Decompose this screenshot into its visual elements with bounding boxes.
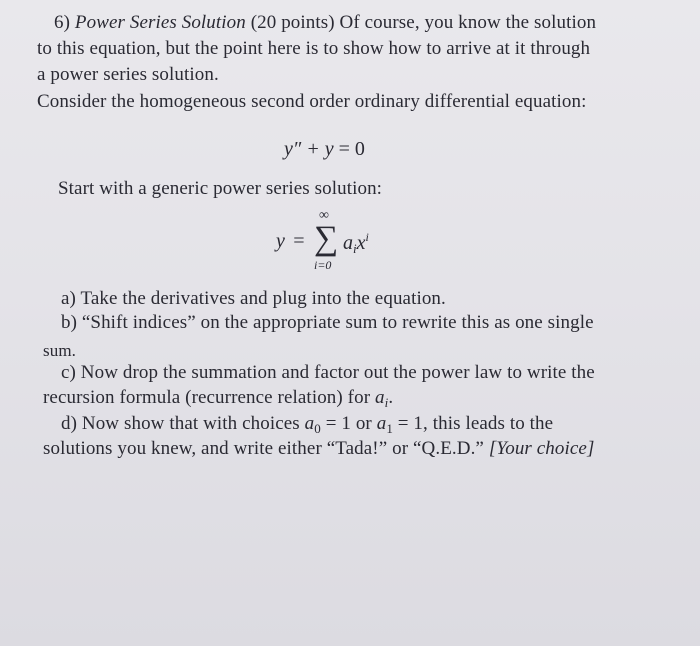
summation-symbol: ∑ (314, 220, 339, 257)
problem-text-line-2: to this equation, but the point here is to show how to arrive at it through (37, 38, 591, 59)
problem-intro-rest: (20 points) Of course, you know the solution (250, 12, 597, 33)
differential-equation (284, 138, 365, 161)
recursion-subscript: i (384, 395, 389, 410)
part-d-rest: = 1, this leads to the (392, 413, 554, 434)
series-term (343, 230, 369, 257)
a1-variable: a (376, 413, 387, 434)
part-d-line-2 (43, 438, 594, 460)
a0-variable: a (304, 413, 315, 434)
problem-heading (54, 12, 596, 34)
equation-rhs: 0 (354, 138, 365, 160)
variable-x: x (356, 232, 366, 254)
part-c-line-1: c) Now drop the summation and factor out the power law to write the (61, 362, 595, 383)
equation-lhs: y″ + y (284, 138, 334, 160)
part-b-line-2: sum. (43, 341, 76, 360)
problem-text-line-4: Consider the homogeneous second order ordinary differential equation: (37, 91, 587, 112)
problem-title: Power Series Solution (74, 12, 246, 33)
part-d-line-1 (61, 413, 553, 440)
part-c-line-2 (43, 387, 393, 414)
coefficient-a: a (343, 232, 353, 254)
part-a: a) Take the derivatives and plug into the equation. (61, 288, 446, 309)
power-series-equation (270, 208, 410, 276)
part-d-closing-text: solutions you knew, and write either “Tada!” or “Q.E.D.” (43, 438, 489, 459)
series-lhs: y (276, 230, 285, 252)
a1-subscript: 1 (386, 421, 393, 436)
problem-number: 6) (54, 12, 71, 33)
coefficient-subscript: i (353, 241, 357, 256)
start-text: Start with a generic power series solution: (58, 178, 383, 199)
part-d-text: d) Now show that with choices (61, 413, 305, 434)
recursion-variable: a (374, 387, 385, 408)
power-superscript: i (365, 230, 369, 244)
sum-lower-limit: i=0 (314, 258, 332, 272)
problem-text-line-3: a power series solution. (37, 64, 219, 85)
series-equals: = (292, 230, 306, 252)
part-c-text: recursion formula (recurrence relation) for (43, 387, 375, 408)
part-b-line-1: b) “Shift indices” on the appropriate sum to rewrite this as one single (61, 312, 594, 333)
a0-subscript: 0 (314, 421, 321, 436)
your-choice-note: [Your choice] (488, 438, 595, 459)
equation-equals: = (338, 138, 350, 160)
sum-upper-limit: ∞ (319, 208, 329, 223)
part-c-period: . (388, 387, 394, 408)
a0-equals: = 1 or (320, 413, 377, 434)
